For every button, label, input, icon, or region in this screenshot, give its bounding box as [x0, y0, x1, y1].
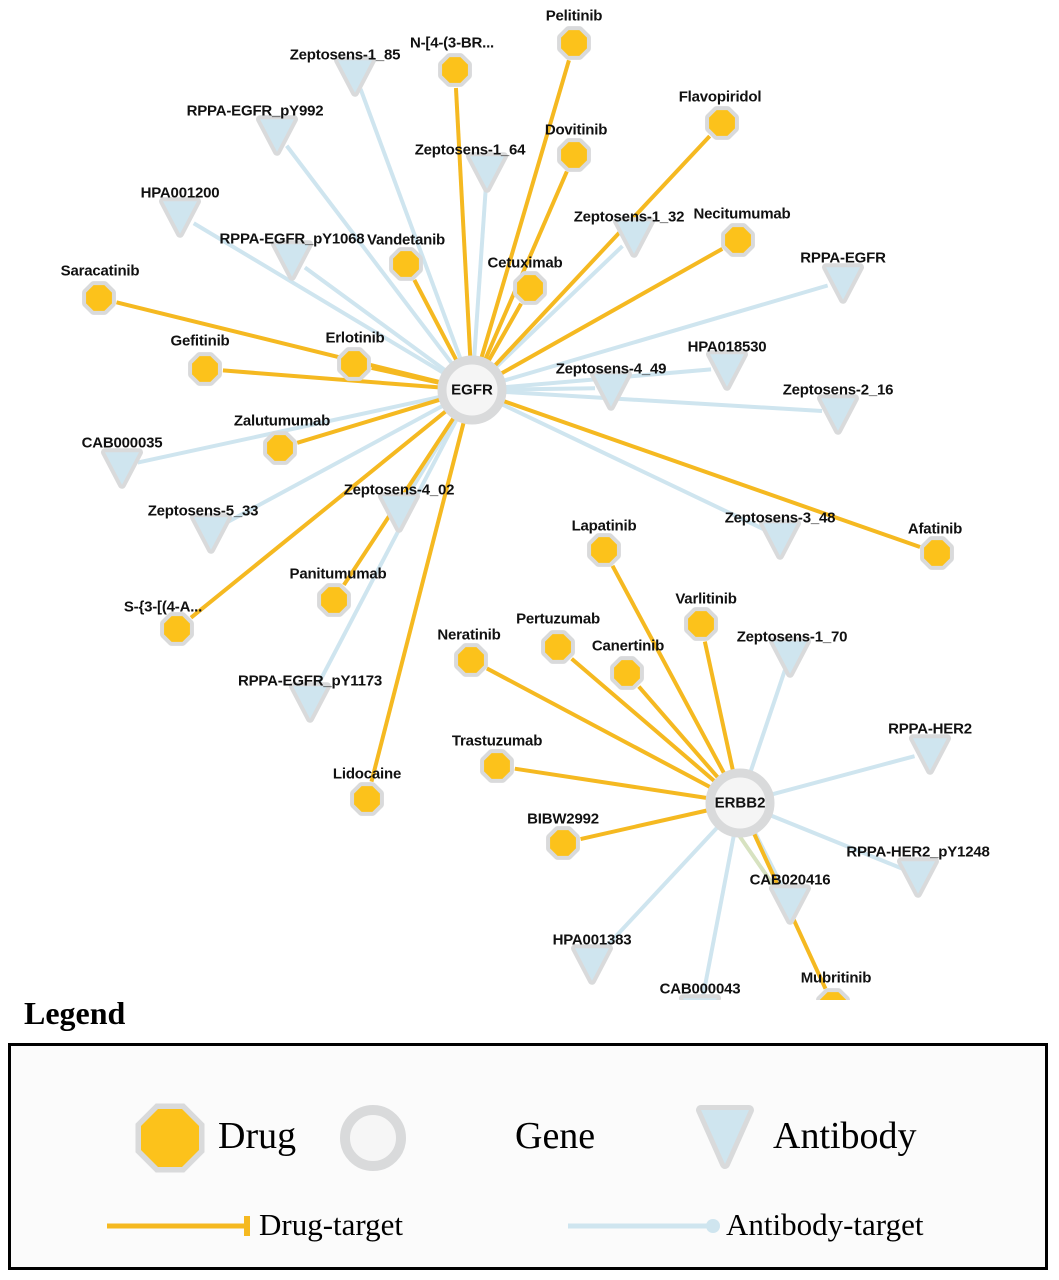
antibody-node[interactable]	[901, 861, 935, 894]
antibody-node[interactable]	[338, 60, 372, 93]
drug-label: Saracatinib	[60, 262, 140, 280]
drug-node[interactable]	[561, 142, 587, 168]
drug-node[interactable]	[614, 660, 640, 686]
drug-node[interactable]	[561, 30, 587, 56]
drug-label: Cetuximab	[487, 254, 563, 272]
drug-label: Flavopiridol	[678, 88, 762, 106]
drug-node-shape	[688, 611, 714, 637]
legend-label-antibody: Antibody	[773, 1115, 917, 1157]
drug-node[interactable]	[164, 616, 190, 642]
antibody-node[interactable]	[594, 374, 628, 407]
drug-label: Necitumumab	[693, 205, 791, 223]
drug-node-shape	[517, 275, 543, 301]
antibody-node[interactable]	[382, 496, 416, 529]
antibody-edge	[750, 670, 785, 774]
drug-node[interactable]	[267, 435, 293, 461]
drug-node-shape	[458, 647, 484, 673]
drug-node[interactable]	[86, 285, 112, 311]
antibody-node[interactable]	[826, 267, 860, 300]
drug-node-shape	[561, 30, 587, 56]
antibody-edge	[305, 267, 448, 372]
legend-label-gene: Gene	[515, 1115, 596, 1157]
legend-label-drug-target: Drug-target	[259, 1207, 404, 1242]
drug-node[interactable]	[709, 110, 735, 136]
drug-node-shape	[725, 227, 751, 253]
legend-box	[8, 1043, 1048, 1270]
drug-label: Canertinib	[591, 637, 665, 655]
drug-node-shape	[164, 616, 190, 642]
drug-node-shape	[924, 540, 950, 566]
antibody-label: Zeptosens-4_49	[555, 360, 667, 378]
drug-node[interactable]	[820, 992, 846, 1000]
antibody-node[interactable]	[575, 948, 609, 981]
drug-label: Erlotinib	[325, 329, 385, 347]
antibody-node[interactable]	[194, 517, 228, 550]
drug-label: Lapatinib	[571, 517, 637, 535]
antibody-label: CAB000035	[81, 434, 163, 452]
antibody-node-shape	[683, 998, 717, 1000]
antibody-edge	[769, 756, 915, 795]
antibody-edge	[703, 832, 734, 996]
drug-label: Zalutumumab	[233, 412, 331, 430]
antibody-label: RPPA-HER2	[888, 720, 972, 738]
antibody-label: HPA001200	[140, 184, 220, 202]
antibody-label: RPPA-HER2_pY1248	[846, 843, 990, 861]
drug-label: Varlitinib	[675, 590, 737, 608]
drug-node[interactable]	[550, 830, 576, 856]
drug-edge	[500, 400, 920, 547]
antibody-label: Zeptosens-1_64	[414, 141, 526, 159]
antibody-label: CAB020416	[749, 871, 831, 889]
edges	[116, 60, 920, 996]
drug-node[interactable]	[458, 647, 484, 673]
drug-label: BIBW2992	[527, 810, 599, 828]
drug-edge	[639, 687, 721, 781]
drug-node[interactable]	[924, 540, 950, 566]
antibody-node[interactable]	[773, 641, 807, 674]
drug-node[interactable]	[484, 753, 510, 779]
drug-label: Gefitinib	[170, 332, 230, 350]
drug-label: Pertuzumab	[516, 610, 600, 628]
antibody-label: RPPA-EGFR_pY992	[186, 102, 324, 120]
legend-label-drug: Drug	[218, 1115, 297, 1157]
drug-node[interactable]	[725, 227, 751, 253]
antibody-label: Zeptosens-2_16	[782, 381, 894, 399]
drug-node-shape	[86, 285, 112, 311]
drug-node-shape	[561, 142, 587, 168]
drug-label: Pelitinib	[545, 7, 603, 25]
legend-antibody-icon	[701, 1110, 749, 1164]
drug-label: N-[4-(3-BR...	[409, 34, 495, 52]
legend-drug-edge	[107, 1216, 248, 1236]
drug-node[interactable]	[393, 251, 419, 277]
drug-label: Afatinib	[907, 520, 963, 538]
antibody-label: Zeptosens-3_48	[724, 509, 836, 527]
drug-label: Neratinib	[437, 626, 501, 644]
drug-label: Lidocaine	[332, 765, 402, 783]
drug-label: Dovitinib	[544, 121, 608, 139]
antibody-label: RPPA-EGFR	[800, 249, 886, 267]
drug-node-shape	[550, 830, 576, 856]
antibody-label: CAB000043	[659, 980, 741, 998]
drug-node-shape	[341, 351, 367, 377]
drug-node[interactable]	[688, 611, 714, 637]
antibody-node[interactable]	[105, 452, 139, 485]
drug-label: Vandetanib	[366, 231, 446, 249]
drug-label: Mubritinib	[800, 969, 872, 987]
drug-node-shape	[545, 634, 571, 660]
gene-label: EGFR	[451, 381, 493, 399]
drug-node[interactable]	[354, 786, 380, 812]
drug-node-shape	[393, 251, 419, 277]
antibody-node[interactable]	[275, 244, 309, 277]
legend-antibody-edge	[568, 1219, 720, 1233]
antibody-node[interactable]	[710, 354, 744, 387]
antibody-edge	[502, 392, 822, 411]
antibody-label: Zeptosens-1_85	[289, 46, 401, 64]
antibody-node[interactable]	[773, 888, 807, 921]
drug-edge	[493, 136, 710, 368]
drug-label: Trastuzumab	[451, 732, 543, 750]
drug-edge	[456, 88, 470, 360]
drug-node-shape	[354, 786, 380, 812]
antibody-node[interactable]	[821, 398, 855, 431]
drug-node-shape	[442, 57, 468, 83]
drug-node[interactable]	[442, 57, 468, 83]
antibody-label: RPPA-EGFR_pY1068	[219, 230, 365, 248]
drug-label: S-{3-[(4-A...	[123, 598, 203, 616]
drug-edge	[705, 642, 734, 774]
drug-node-shape	[321, 587, 347, 613]
drug-node[interactable]	[591, 537, 617, 563]
antibody-label: HPA001383	[552, 931, 632, 949]
antibody-label: Zeptosens-1_70	[736, 628, 848, 646]
antibody-edge	[474, 186, 486, 360]
drug-node[interactable]	[517, 275, 543, 301]
antibody-edge	[502, 388, 595, 389]
antibody-label: Zeptosens-1_32	[573, 208, 685, 226]
drug-node[interactable]	[545, 634, 571, 660]
antibody-node[interactable]	[913, 738, 947, 771]
drug-label: Panitumumab	[289, 565, 387, 583]
legend-title: Legend	[24, 995, 126, 1031]
antibody-node[interactable]	[763, 523, 797, 556]
antibody-edge	[768, 814, 903, 869]
legend-drug-icon	[141, 1109, 199, 1167]
drug-edge	[581, 810, 711, 839]
antibody-node[interactable]	[683, 998, 717, 1000]
drug-node-shape	[591, 537, 617, 563]
antibody-label: Zeptosens-4_02	[343, 481, 455, 499]
drug-node[interactable]	[192, 356, 218, 382]
legend-gene-icon	[345, 1110, 401, 1166]
drug-node-shape	[614, 660, 640, 686]
legend-label-antibody-target: Antibody-target	[726, 1207, 924, 1242]
drug-node-shape	[709, 110, 735, 136]
drug-node[interactable]	[341, 351, 367, 377]
antibody-label: RPPA-EGFR_pY1173	[237, 672, 383, 690]
drug-node-shape	[192, 356, 218, 382]
antibody-label: HPA018530	[687, 338, 767, 356]
gene-label: ERBB2	[714, 794, 766, 812]
antibody-node[interactable]	[163, 201, 197, 234]
antibody-label: Zeptosens-5_33	[147, 502, 259, 520]
drug-edge	[480, 60, 568, 361]
antibody-node[interactable]	[293, 686, 327, 719]
antibody-node[interactable]	[470, 156, 504, 189]
drug-node-shape	[484, 753, 510, 779]
drug-node-shape	[267, 435, 293, 461]
drug-node[interactable]	[321, 587, 347, 613]
